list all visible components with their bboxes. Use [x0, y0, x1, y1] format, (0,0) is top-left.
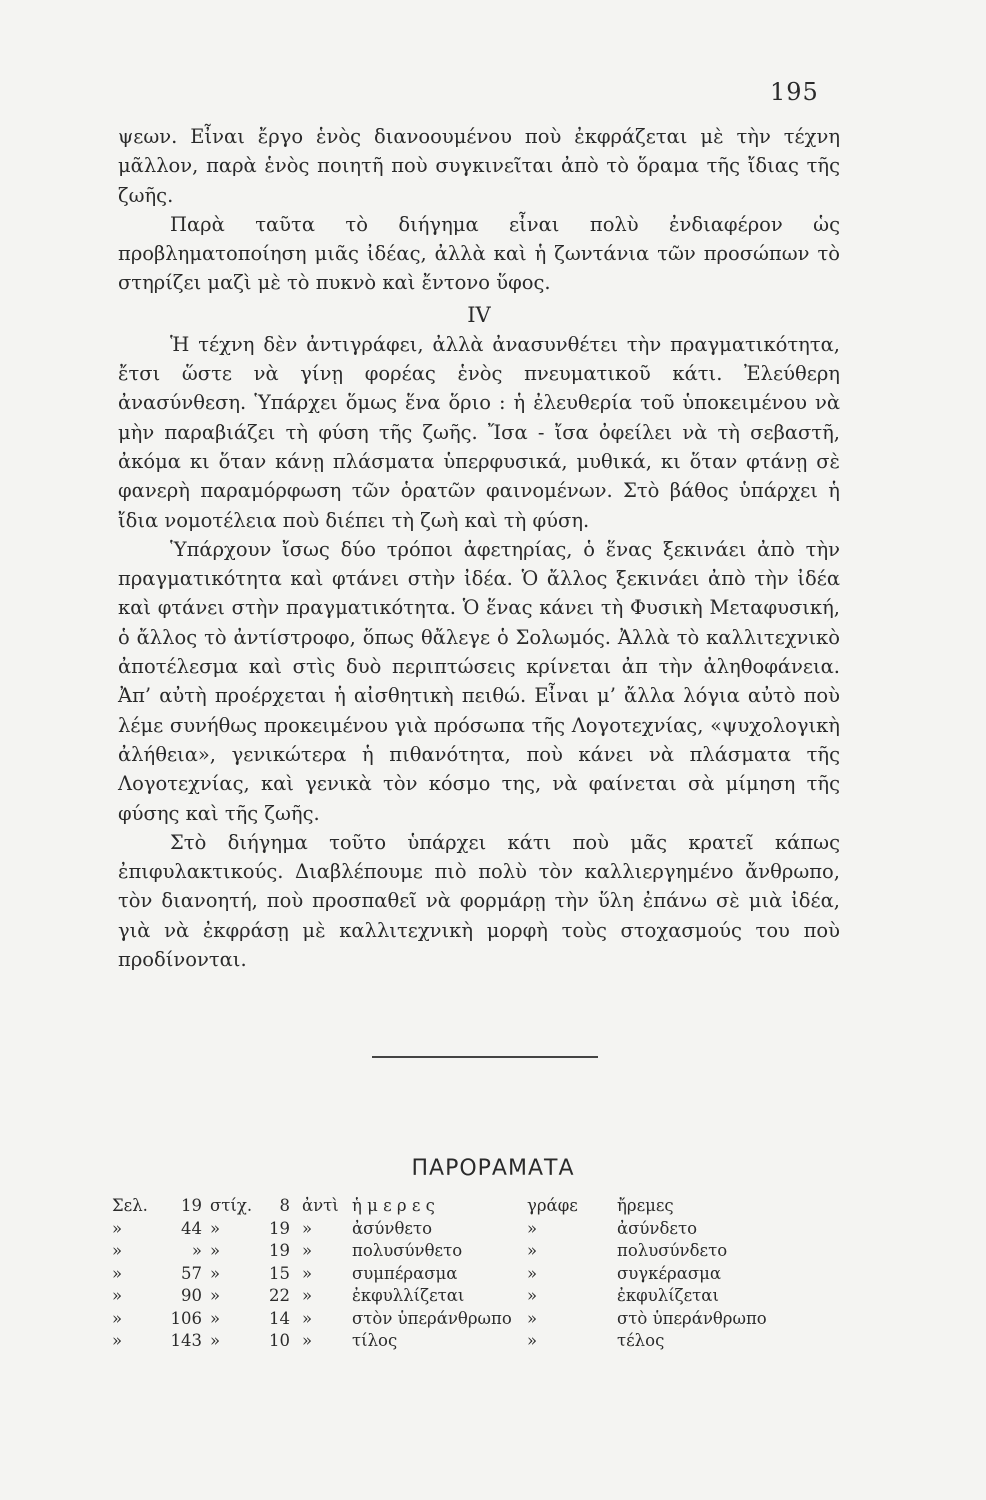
errata-line-label: »	[210, 1308, 221, 1328]
paragraph: ψεων. Εἶναι ἔργο ἑνὸς διανοουμένου ποὺ ἐκφράζεται μὲ τὴν τέχνη μᾶλλον, παρὰ ἑνὸς ποιητῆ ποὺ συγκινεῖται ἀπὸ τὸ ὅραμα τῆς ἴδιας τῆς ζωῆς.	[118, 125, 840, 207]
errata-correct: πολυσύνδετο	[617, 1241, 728, 1260]
errata-line: 22	[269, 1286, 290, 1305]
errata-page-label: »	[112, 1286, 123, 1305]
errata-page: 19	[181, 1196, 202, 1215]
errata-write-label: »	[527, 1331, 538, 1350]
errata-instead-label: »	[302, 1263, 313, 1283]
paragraph: Ἡ τέχνη δὲν ἀντιγράφει, ἀλλὰ ἀνασυνθέτει τὴν πραγματικότητα, ἔτσι ὥστε νὰ γίνῃ φορέας ἑνὸς πνευματικοῦ κάτι. Ἐλεύθερη ἀνασύνθεση. Ὑπάρχει ὅμως ἕνα ὅριο : ἡ ἐλευθερία τοῦ ὑποκειμένου νὰ μὴν παραβιάζει τὴ φύση τῆς ζωῆς. Ἴσα - ἴσα ὀφείλει νὰ τὴ σεβαστῆ, ἀκόμα κι ὅταν κάνῃ πλάσματα ὑπερφυσικά, μυθικά, κι ὅταν φτάνῃ σὲ φανερὴ παραμόρφωση τῶν ὁρατῶν φαινομένων. Στὸ βάθος ὑπάρχει ἡ ἴδια νομοτέλεια ποὺ διέπει τὴ ζωὴ καὶ τὴ φύση.	[118, 332, 840, 532]
errata-page-label: »	[112, 1218, 123, 1238]
errata-page-label: »	[112, 1263, 123, 1283]
errata-correct: στὸ ὑπεράνθρωπο	[617, 1308, 767, 1328]
errata-line: 15	[269, 1263, 290, 1283]
errata-line-label: »	[210, 1263, 221, 1283]
paragraph: Παρὰ ταῦτα τὸ διήγημα εἶναι πολὺ ἐνδιαφέρον ὡς προβληματοποίηση μιᾶς ἰδέας, ἀλλὰ καὶ ἡ ζωντάνια τῶν προσώπων τὸ στηρίζει μαζὶ μὲ τὸ πυκνὸ καὶ ἔντονο ὕφος.	[118, 212, 840, 295]
errata-correct: ἐκφυλίζεται	[617, 1286, 719, 1305]
section-divider	[372, 1056, 598, 1058]
errata-line: 19	[269, 1241, 290, 1260]
errata-line-label: »	[210, 1331, 221, 1350]
errata-line: 19	[269, 1218, 290, 1238]
errata-correct: τέλος	[617, 1331, 665, 1350]
errata-line-label: »	[210, 1241, 221, 1260]
errata-line-label: »	[210, 1286, 221, 1305]
errata-page: »	[191, 1241, 202, 1260]
page-number: 195	[770, 78, 819, 106]
errata-row	[112, 1285, 812, 1308]
errata-instead-label: »	[302, 1218, 313, 1238]
errata-instead-label: ἀντὶ	[302, 1196, 339, 1215]
errata-page-label: Σελ.	[112, 1196, 148, 1215]
errata-title: ΠΑΡΟΡΑΜΑΤΑ	[411, 1156, 575, 1181]
paragraph: Ὑπάρχουν ἴσως δύο τρόποι ἀφετηρίας, ὁ ἕνας ξεκινάει ἀπὸ τὴν πραγματικότητα καὶ φτάνει στὴν ἰδέα. Ὁ ἄλλος ξεκινάει ἀπὸ τὴν ἰδέα καὶ φτάνει στὴν πραγματικότητα. Ὁ ἕνας κάνει τὴ Φυσικὴ Μεταφυσική, ὁ ἄλλος τὸ ἀντίστροφο, ὅπως θἄλεγε ὁ Σολωμός. Ἀλλὰ τὸ καλλιτεχνικὸ ἀποτέλεσμα καὶ στὶς δυὸ περιπτώσεις κρίνεται ἀπ τὴν ἀληθοφάνεια. Ἀπ’ αὐτὴ προέρχεται ἡ αἰσθητικὴ πειθώ. Εἶναι μ’ ἄλλα λόγια αὐτὸ ποὺ λέμε συνήθως προκειμένου γιὰ πρόσωπα τῆς Λογοτεχνίας, «ψυχολογικὴ ἀλήθεια», γενικώτερα ἡ πιθανότητα, ποὺ κάνει νὰ πλάσματα τῆς Λογοτεχνίας, καὶ γενικὰ τὸν κόσμο της, νὰ φαίνεται σὰ μίμηση τῆς φύσης καὶ τῆς ζωῆς.	[118, 537, 840, 825]
errata-page: 143	[170, 1331, 202, 1350]
errata-wrong: συμπέρασμα	[352, 1263, 458, 1283]
errata-instead-label: »	[302, 1286, 313, 1305]
errata-wrong: ἐκφυλλίζεται	[352, 1286, 465, 1305]
paragraph: Στὸ διήγημα τοῦτο ὑπάρχει κάτι ποὺ μᾶς κρατεῖ κάπως ἐπιφυλακτικούς. Διαβλέπουμε πιὸ πολὺ τὸν καλλιεργημένο ἄνθρωπο, τὸν διανοητή, ποὺ προσπαθεῖ νὰ φορμάρῃ τὴν ὕλη ἐπάνω σὲ μιὰ ἰδέα, γιὰ νὰ ἐκφράσῃ μὲ καλλιτεχνικὴ μορφὴ τοὺς στοχασμούς του ποὺ προδίνονται.	[118, 830, 840, 972]
errata-wrong: τίλος	[352, 1331, 398, 1350]
errata-instead-label: »	[302, 1241, 313, 1260]
errata-page: 57	[181, 1263, 202, 1283]
errata-line-label: στίχ.	[210, 1196, 253, 1215]
errata-instead-label: »	[302, 1331, 313, 1350]
errata-write-label: »	[527, 1263, 538, 1283]
errata-row	[112, 1218, 812, 1241]
errata-table	[112, 1195, 812, 1353]
errata-page-label: »	[112, 1241, 123, 1260]
errata-write-label: »	[527, 1308, 538, 1328]
body-text	[118, 122, 840, 974]
errata-row	[112, 1308, 812, 1331]
errata-line: 8	[279, 1196, 290, 1215]
errata-line-label: »	[210, 1218, 221, 1238]
errata-wrong: στὸν ὑπεράνθρωπο	[352, 1308, 512, 1328]
errata-page-label: »	[112, 1331, 123, 1350]
errata-row	[112, 1330, 812, 1353]
errata-write-label: γράφε	[527, 1196, 578, 1215]
errata-instead-label: »	[302, 1308, 313, 1328]
errata-correct: ἀσύνδετο	[617, 1218, 698, 1238]
errata-page: 44	[181, 1218, 202, 1238]
errata-page: 90	[181, 1286, 202, 1305]
errata-row	[112, 1240, 812, 1263]
errata-page: 106	[170, 1308, 202, 1328]
errata-write-label: »	[527, 1218, 538, 1238]
errata-line: 10	[269, 1331, 290, 1350]
errata-wrong: ἀσύνθετο	[352, 1218, 433, 1238]
errata-correct: ἤρεμες	[617, 1196, 674, 1215]
errata-wrong: ἡ μ ε ρ ε ς	[352, 1196, 435, 1215]
errata-row	[112, 1263, 812, 1286]
errata-line: 14	[269, 1308, 290, 1328]
errata-wrong: πολυσύνθετο	[352, 1241, 463, 1260]
section-numeral: IV	[467, 302, 491, 327]
errata-write-label: »	[527, 1286, 538, 1305]
errata-write-label: »	[527, 1241, 538, 1260]
errata-correct: συγκέρασμα	[617, 1263, 721, 1283]
errata-row	[112, 1195, 812, 1218]
errata-page-label: »	[112, 1308, 123, 1328]
